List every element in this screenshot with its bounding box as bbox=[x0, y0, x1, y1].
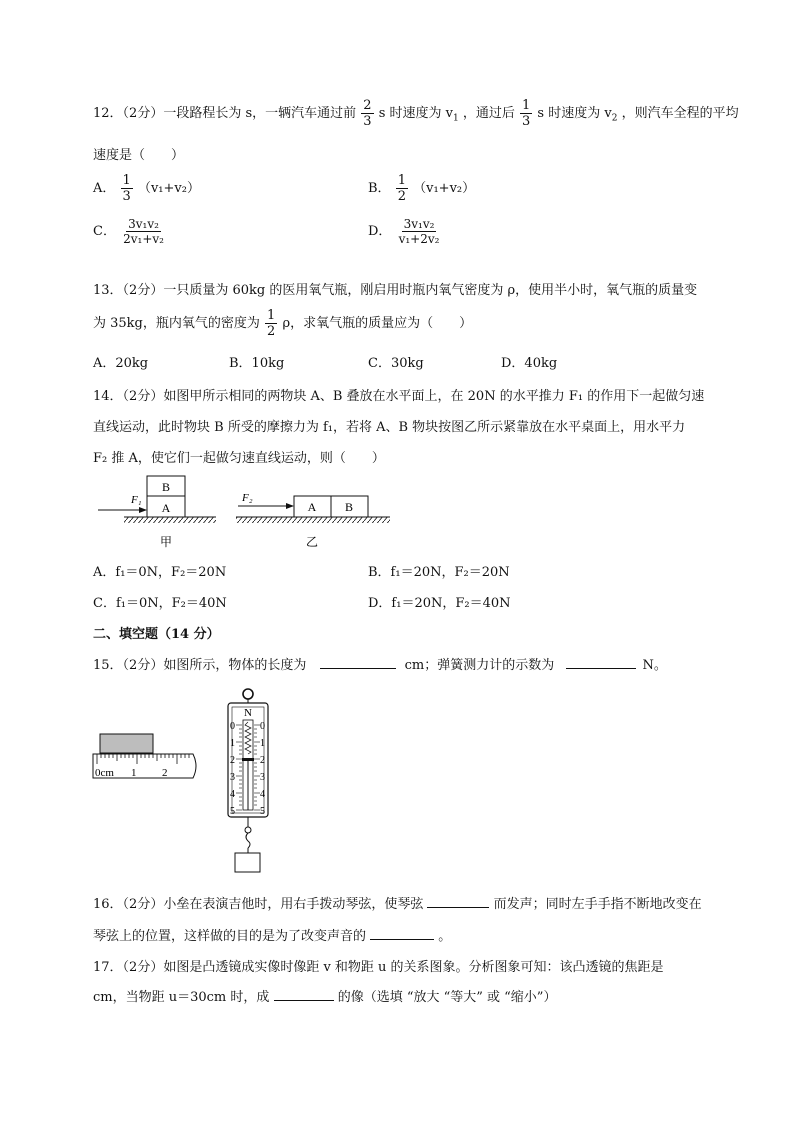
q13-line2 bbox=[93, 308, 472, 340]
option-label: C． bbox=[93, 224, 116, 239]
caption-yi: 乙 bbox=[305, 535, 319, 549]
q17-line1: 17．（2分）如图是凸透镜成实像时像距 v 和物距 u 的关系图象。分析图象可知：该凸透镜的焦距是 bbox=[93, 960, 664, 975]
ruler-label-1: 1 bbox=[131, 767, 137, 779]
q13-text-b: ρ，求氧气瓶的质量应为（ ） bbox=[282, 316, 473, 331]
hanging-weight bbox=[235, 853, 260, 872]
q12-fraction-last bbox=[520, 99, 532, 128]
q13-option-d[interactable]: D．40kg bbox=[501, 356, 558, 371]
q12-text-a: 12．（2分）一段路程长为 s，一辆汽车通过前 bbox=[93, 106, 357, 121]
fraction-numerator: 1 bbox=[397, 173, 406, 188]
option-label: B． bbox=[368, 181, 391, 196]
v1-subscript: 1 bbox=[452, 113, 459, 124]
top-ring bbox=[243, 689, 253, 699]
q14-option-a[interactable]: A．f₁＝0N，F₂＝20N bbox=[93, 565, 227, 580]
option-fraction bbox=[121, 174, 133, 203]
fraction-denominator: 2 bbox=[267, 324, 276, 339]
block-a-label: A bbox=[307, 500, 317, 514]
q12-option-c[interactable] bbox=[93, 218, 167, 245]
q17-line2 bbox=[93, 986, 556, 1005]
caption-jia: 甲 bbox=[159, 535, 173, 549]
unit-label: N bbox=[244, 707, 252, 719]
fraction-numerator: 3v₁v₂ bbox=[403, 217, 435, 231]
q12-option-b[interactable] bbox=[368, 174, 475, 203]
q14-line2: 直线运动，此时物块 B 所受的摩擦力为 f₁，若将 A、B 物块按图乙所示紧靠放在水平桌面上，用水平力 bbox=[93, 420, 686, 435]
bottom-ring bbox=[245, 827, 251, 833]
v2-subscript: 2 bbox=[611, 113, 618, 124]
ruler-label-0: 0cm bbox=[95, 767, 114, 779]
q17-text-b: 的像（选填 “放大 “等大” 或 “缩小”） bbox=[337, 990, 557, 1005]
q13-fraction bbox=[265, 309, 277, 338]
block-b-label: B bbox=[161, 480, 171, 494]
q12-option-a[interactable] bbox=[93, 174, 200, 203]
option-label: D． bbox=[368, 224, 392, 239]
q15-text-c: N。 bbox=[642, 658, 667, 673]
fraction-denominator: 3 bbox=[522, 114, 531, 129]
q15-text-a: 15．（2分）如图所示，物体的长度为 bbox=[93, 658, 307, 673]
q15-line bbox=[93, 654, 667, 673]
ruler-label-2: 2 bbox=[162, 767, 168, 779]
q13-line1: 13．（2分）一只质量为 60kg 的医用氧气瓶，刚启用时瓶内氧气密度为 ρ，使用半小时，氧气瓶的质量变 bbox=[93, 283, 698, 298]
q16-line1 bbox=[93, 893, 702, 912]
q15-blank-length[interactable] bbox=[320, 656, 396, 669]
q16-text-b: 而发声；同时左手手指不断地改变在 bbox=[493, 897, 702, 912]
q13-option-b[interactable]: B．10kg bbox=[229, 356, 285, 371]
spring-scale-figure bbox=[222, 688, 274, 874]
figure-jia bbox=[96, 472, 221, 552]
pointer bbox=[242, 758, 254, 761]
q12-fraction-first bbox=[361, 99, 373, 128]
q13-text-a: 为 35kg，瓶内氧气的密度为 bbox=[93, 316, 260, 331]
fraction-denominator: 3 bbox=[363, 114, 372, 129]
q16-blank-2[interactable] bbox=[370, 927, 434, 940]
q16-text-c: 琴弦上的位置，这样做的目的是为了改变声音的 bbox=[93, 929, 367, 944]
ground-hatch bbox=[124, 517, 216, 523]
tick-right-2: 2 bbox=[260, 755, 265, 766]
option-fraction bbox=[121, 218, 166, 245]
force-label: F₁ bbox=[131, 494, 142, 506]
q14-option-b[interactable]: B．f₁＝20N，F₂＝20N bbox=[368, 565, 510, 580]
ruler-figure bbox=[90, 730, 200, 786]
option-fraction bbox=[397, 218, 442, 245]
block-a-label: A bbox=[161, 501, 171, 515]
q12-option-d[interactable] bbox=[368, 218, 442, 245]
fraction-denominator: 2 bbox=[397, 189, 406, 204]
ground-hatch bbox=[236, 517, 390, 523]
tick-right-5: 5 bbox=[260, 806, 265, 817]
fraction-denominator: 3 bbox=[122, 189, 131, 204]
fraction-numerator: 3v₁v₂ bbox=[128, 217, 159, 231]
q12-text-b: s 时速度为 v bbox=[378, 106, 453, 121]
q13-option-c[interactable]: C．30kg bbox=[368, 356, 424, 371]
tick-right-3: 3 bbox=[260, 772, 265, 783]
fraction-numerator: 1 bbox=[267, 308, 276, 323]
tick-right-1: 1 bbox=[260, 738, 265, 749]
tick-left-0: 0 bbox=[230, 721, 235, 732]
fraction-numerator: 1 bbox=[122, 173, 131, 188]
q12-line2: 速度是（ ） bbox=[93, 148, 185, 163]
option-label: A． bbox=[93, 181, 116, 196]
q16-line2 bbox=[93, 925, 451, 944]
hook-icon bbox=[246, 833, 250, 848]
q16-text-a: 16．（2分）小垒在表演吉他时，用右手拨动琴弦，使琴弦 bbox=[93, 897, 424, 912]
q15-text-b: cm；弹簧测力计的示数为 bbox=[404, 658, 555, 673]
tick-right-4: 4 bbox=[260, 789, 265, 800]
fraction-denominator: v₁+2v₂ bbox=[398, 232, 440, 246]
block-b-label: B bbox=[344, 500, 354, 514]
q12-text-d: s 时速度为 v bbox=[537, 106, 612, 121]
figure-yi bbox=[234, 485, 394, 552]
tick-left-4: 4 bbox=[230, 789, 235, 800]
q12-stem bbox=[93, 98, 739, 135]
q17-text-a: cm，当物距 u＝30cm 时，成 bbox=[93, 990, 270, 1005]
q13-option-a[interactable]: A．20kg bbox=[93, 356, 149, 371]
q16-blank-1[interactable] bbox=[427, 895, 489, 908]
tick-left-5: 5 bbox=[230, 806, 235, 817]
q17-blank[interactable] bbox=[274, 988, 334, 1001]
fraction-denominator: 2v₁+v₂ bbox=[123, 232, 164, 246]
q14-line3: F₂ 推 A，使它们一起做匀速直线运动，则（ ） bbox=[93, 451, 385, 466]
q12-text-e: ，则汽车全程的平均 bbox=[621, 106, 739, 121]
tick-left-1: 1 bbox=[230, 738, 235, 749]
option-fraction bbox=[396, 174, 408, 203]
section-heading: 二、填空题（14 分） bbox=[93, 627, 220, 642]
tick-left-2: 2 bbox=[230, 755, 235, 766]
object-block bbox=[100, 734, 153, 753]
force-label: F₂ bbox=[242, 492, 253, 504]
q15-blank-force[interactable] bbox=[566, 656, 636, 669]
q16-text-d: 。 bbox=[438, 929, 452, 944]
q14-option-c[interactable]: C．f₁＝0N，F₂＝40N bbox=[93, 596, 227, 611]
q12-text-c: ，通过后 bbox=[462, 106, 515, 121]
fraction-numerator: 2 bbox=[363, 98, 372, 113]
fraction-numerator: 1 bbox=[522, 98, 531, 113]
option-tail: （v₁+v₂） bbox=[413, 181, 476, 196]
option-tail: （v₁+v₂） bbox=[137, 181, 200, 196]
tick-left-3: 3 bbox=[230, 772, 235, 783]
tick-right-0: 0 bbox=[260, 721, 265, 732]
q14-option-d[interactable]: D．f₁＝20N，F₂＝40N bbox=[368, 596, 511, 611]
q14-line1: 14．（2分）如图甲所示相同的两物块 A、B 叠放在水平面上，在 20N 的水平推力 F₁ 的作用下一起做匀速 bbox=[93, 389, 705, 404]
